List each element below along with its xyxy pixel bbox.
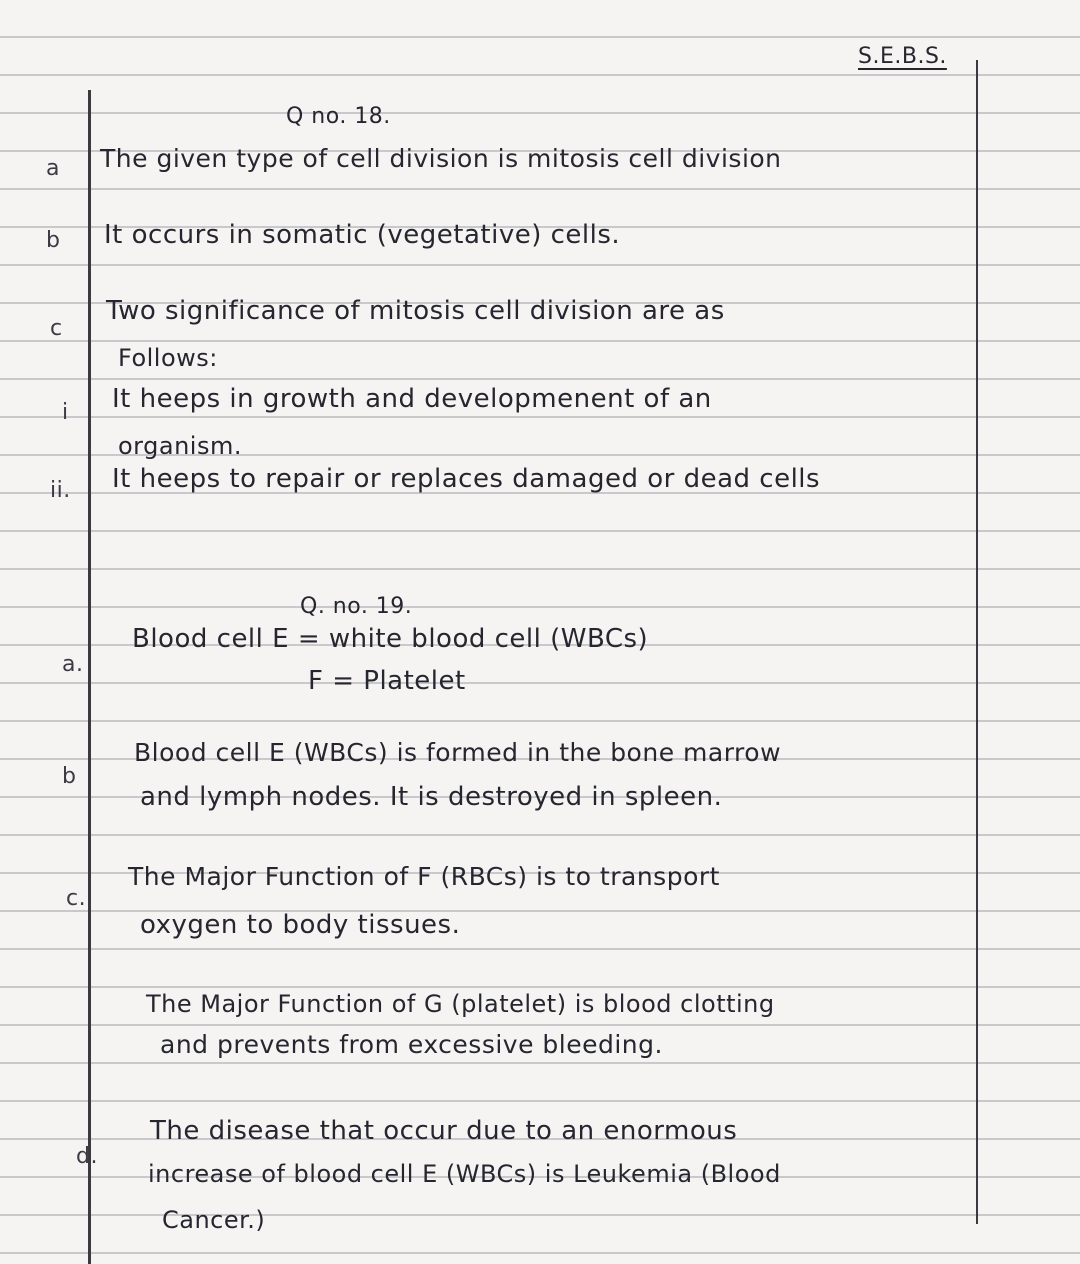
q18-i-line2: organism. [118,432,242,460]
q19-c-line4: and prevents from excessive bleeding. [160,1030,663,1059]
q18-title: Q no. 18. [286,104,391,129]
q18-ii-text: It heeps to repair or replaces damaged or dead cells [112,464,821,494]
q19-c-line3: The Major Function of G (platelet) is blood clotting [146,990,775,1018]
q19-a-line2: F = Platelet [308,666,466,696]
margin-line-left [88,90,91,1264]
q19-b-line1: Blood cell E (WBCs) is formed in the bone marrow [134,738,782,767]
q18-a-text: The given type of cell division is mitosis cell division [100,144,782,173]
q18-b-label: b [46,228,61,253]
q18-c-line2: Follows: [118,344,218,372]
q19-d-line3: Cancer.) [162,1206,266,1234]
q19-a-label: a. [62,652,84,677]
q18-ii-label: ii. [50,478,71,503]
school-header: S.E.B.S. [858,44,947,69]
q19-title: Q. no. 19. [300,594,413,619]
q18-i-label: i [62,400,69,425]
q19-d-line2: increase of blood cell E (WBCs) is Leukemia (Blood [148,1160,781,1188]
q19-c-line1: The Major Function of F (RBCs) is to transport [128,862,720,891]
q18-c-line1: Two significance of mitosis cell division are as [106,296,725,326]
q19-b-label: b [62,764,77,789]
margin-line-right [976,60,978,1224]
q19-a-line1: Blood cell E = white blood cell (WBCs) [132,624,649,654]
q19-b-line2: and lymph nodes. It is destroyed in spleen. [140,782,723,812]
q18-c-label: c [50,316,63,341]
q18-b-text: It occurs in somatic (vegetative) cells. [104,220,621,250]
q19-d-line1: The disease that occur due to an enormous [150,1116,738,1146]
q19-c-line2: oxygen to body tissues. [140,910,461,940]
q19-d-label: d. [76,1144,98,1169]
q18-a-label: a [46,156,60,181]
q19-c-label: c. [66,886,87,911]
q18-i-line1: It heeps in growth and developmenent of an [112,384,712,414]
